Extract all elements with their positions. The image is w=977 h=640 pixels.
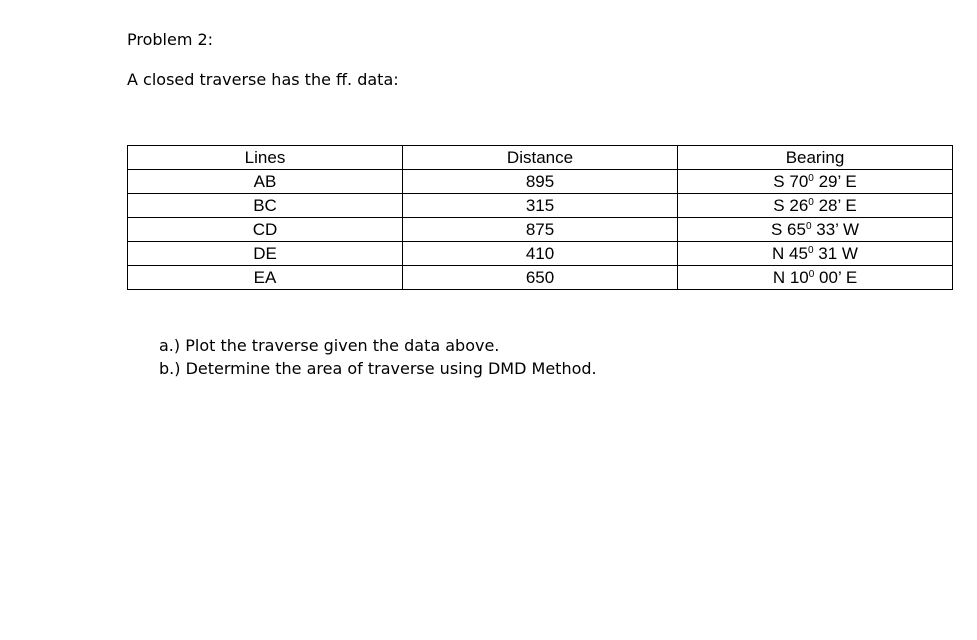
- bearing-remainder: 29’ E: [818, 171, 857, 191]
- bearing-degrees: 65: [787, 219, 806, 239]
- line-cell: EA: [128, 266, 403, 290]
- bearing-direction: N: [772, 243, 785, 263]
- bearing-direction: S: [773, 195, 785, 215]
- line-cell: DE: [128, 242, 403, 266]
- task-item-b: b.) Determine the area of traverse using DMD Method.: [159, 359, 597, 378]
- distance-cell: 895: [403, 170, 678, 194]
- bearing-cell: [678, 242, 953, 266]
- line-cell: AB: [128, 170, 403, 194]
- bearing-cell: [678, 266, 953, 290]
- table-header-row: [128, 146, 953, 170]
- bearing-remainder: 31 W: [818, 243, 858, 263]
- bearing-cell: [678, 194, 953, 218]
- degree-superscript: 0: [808, 172, 814, 184]
- problem-intro: A closed traverse has the ff. data:: [127, 70, 399, 89]
- table-row: [128, 170, 953, 194]
- degree-superscript: 0: [808, 196, 814, 208]
- column-header-lines: Lines: [128, 146, 403, 170]
- distance-cell: 875: [403, 218, 678, 242]
- distance-cell: 410: [403, 242, 678, 266]
- task-list: [159, 334, 597, 380]
- bearing-direction: S: [770, 219, 783, 239]
- degree-superscript: 0: [808, 268, 815, 280]
- line-cell: BC: [128, 194, 403, 218]
- bearing-remainder: 00’ E: [819, 267, 858, 287]
- column-header-bearing: Bearing: [678, 146, 953, 170]
- bearing-degrees: 70: [789, 171, 809, 191]
- degree-superscript: 0: [805, 220, 812, 232]
- bearing-direction: S: [773, 171, 785, 191]
- task-item-a: a.) Plot the traverse given the data above.: [159, 336, 500, 355]
- traverse-data-table: [127, 145, 953, 290]
- column-header-distance: Distance: [403, 146, 678, 170]
- distance-cell: 650: [403, 266, 678, 290]
- table-row: [128, 266, 953, 290]
- bearing-cell: [678, 218, 953, 242]
- bearing-direction: N: [772, 267, 786, 287]
- bearing-degrees: 26: [789, 195, 809, 215]
- table-row: [128, 218, 953, 242]
- bearing-degrees: 45: [789, 243, 808, 263]
- bearing-degrees: 10: [789, 267, 809, 287]
- line-cell: CD: [128, 218, 403, 242]
- bearing-cell: [678, 170, 953, 194]
- bearing-remainder: 28’ E: [818, 195, 857, 215]
- distance-cell: 315: [403, 194, 678, 218]
- degree-superscript: 0: [807, 244, 814, 256]
- table-row: [128, 194, 953, 218]
- bearing-remainder: 33’ W: [816, 219, 860, 239]
- problem-title: Problem 2:: [127, 30, 214, 49]
- table-row: [128, 242, 953, 266]
